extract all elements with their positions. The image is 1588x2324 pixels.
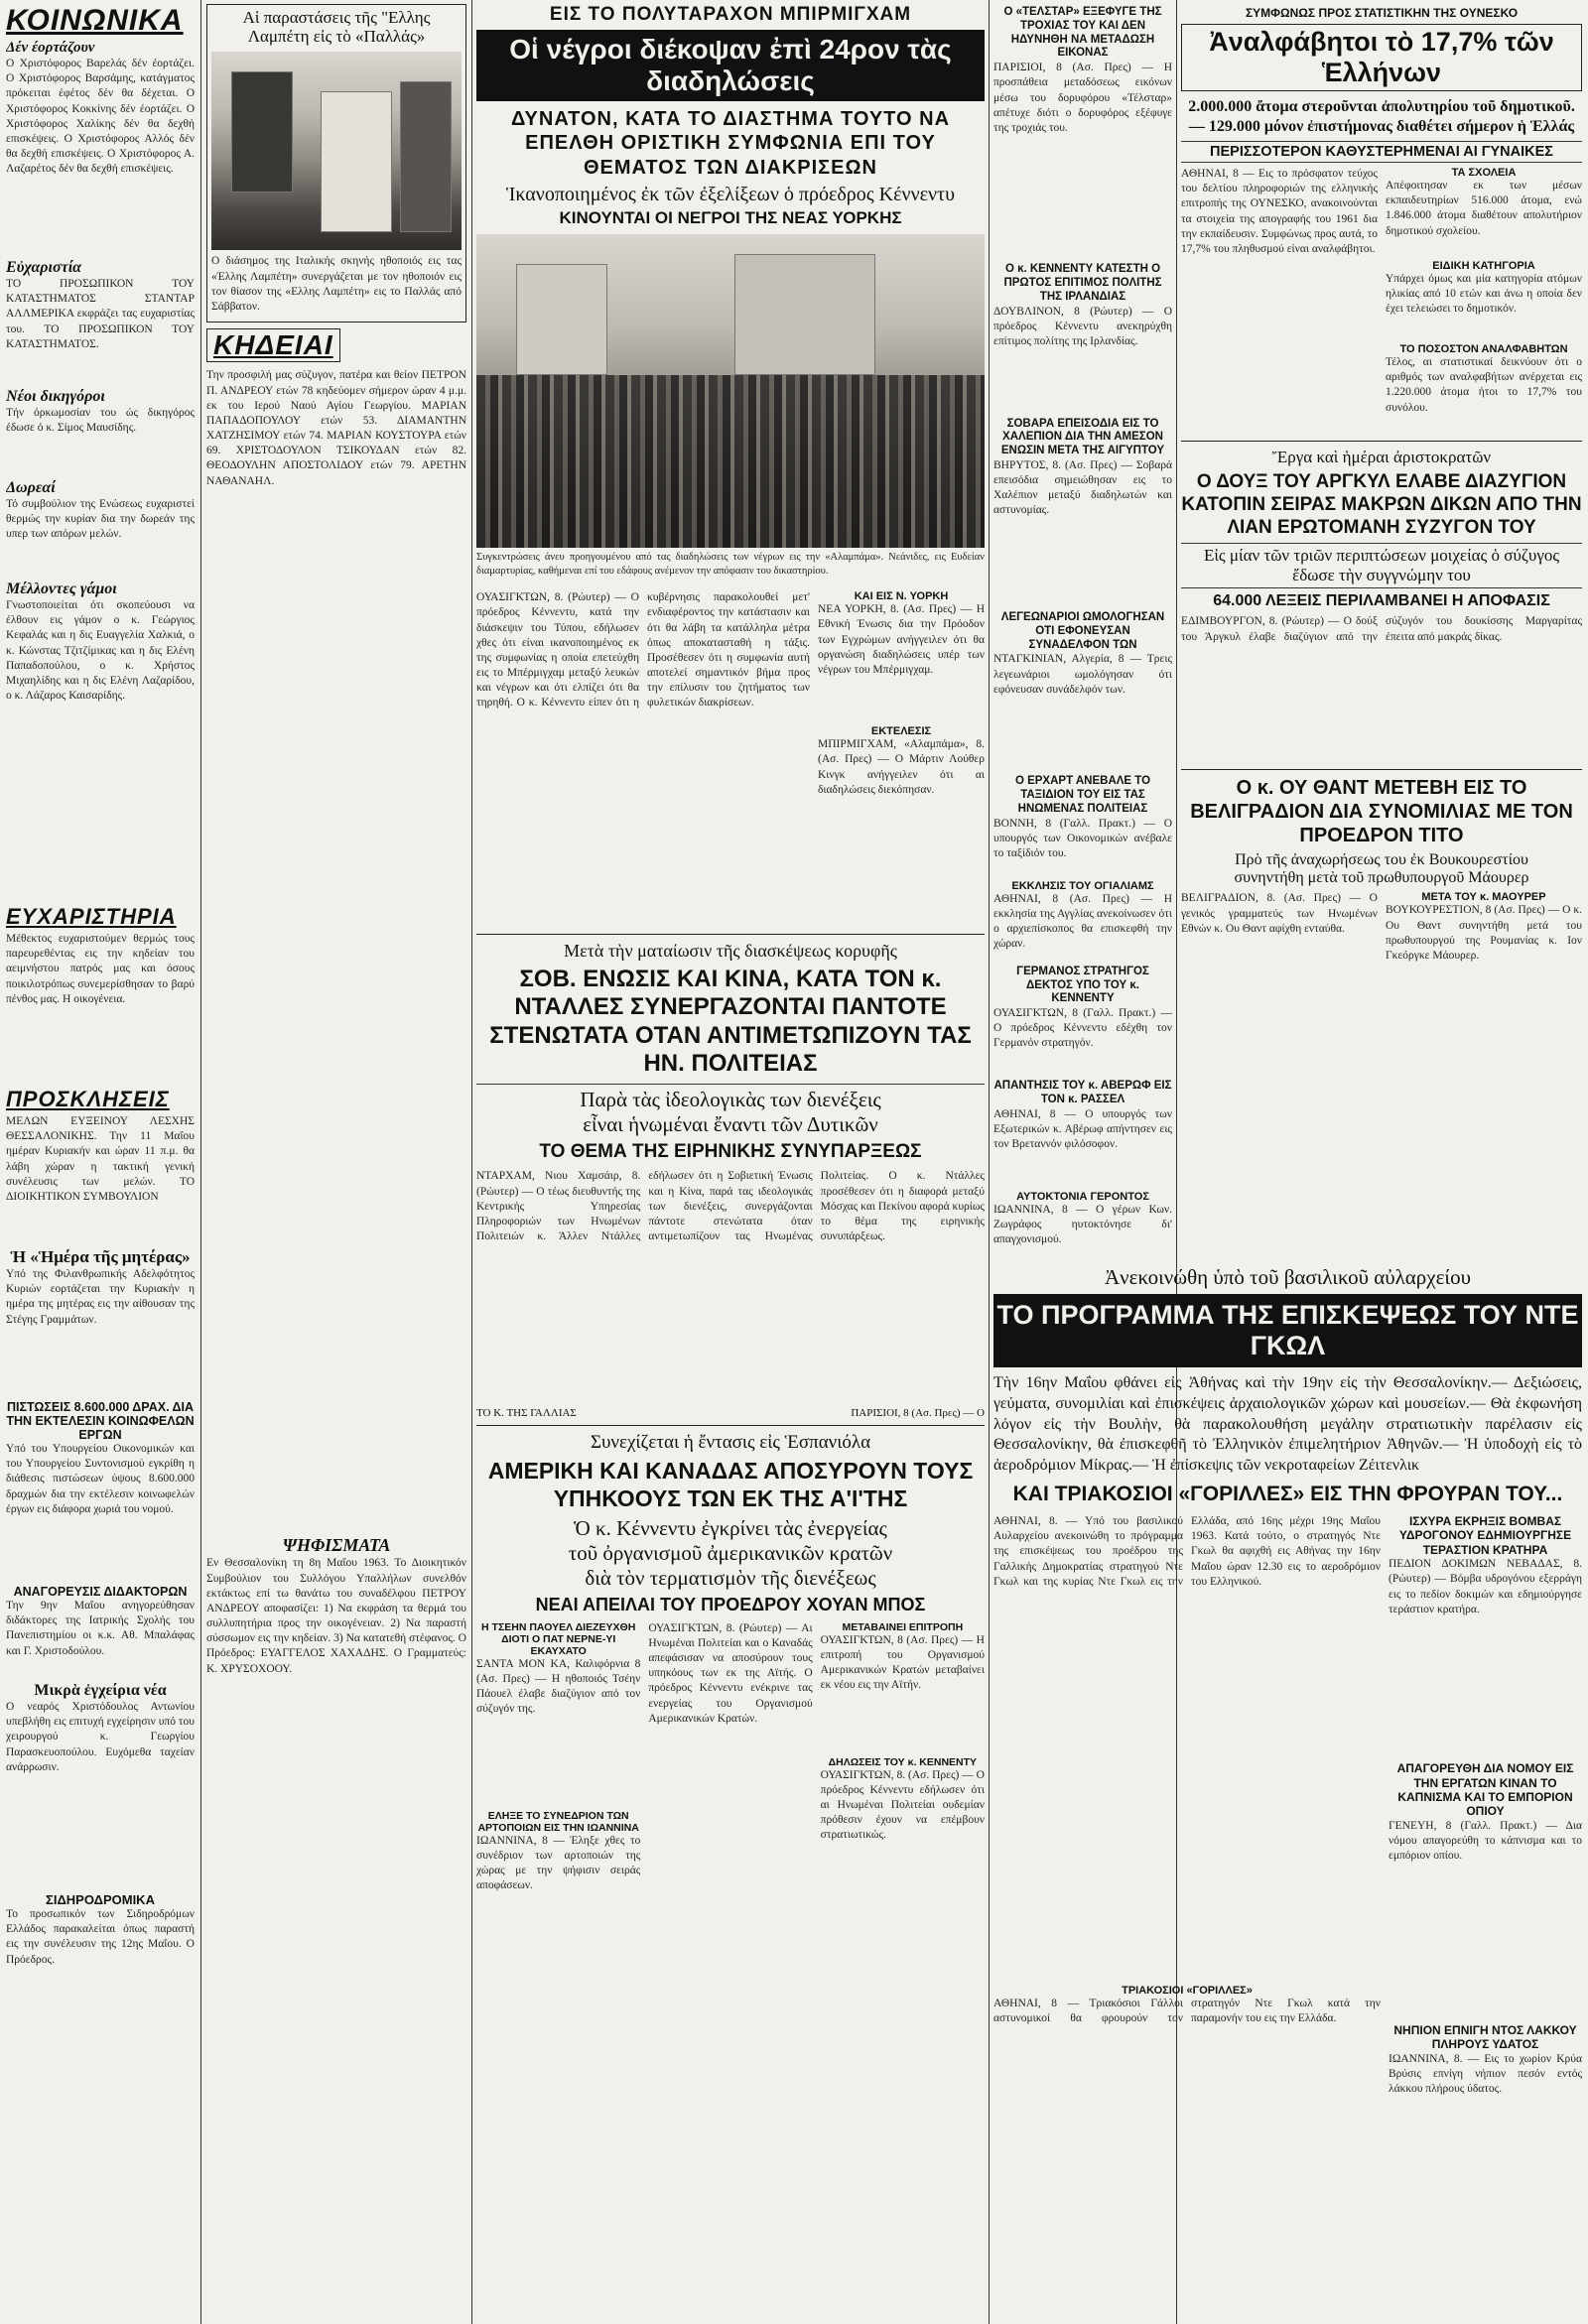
special-text: Υπάρχει όμως και μία κατηγορία ατόμων ηλικίας από 10 ετών και άνω η οποία δεν έχει τελειώσει το δημοτικόν. <box>1386 273 1582 316</box>
funerals-title: ΚΗΔΕΙΑΙ <box>206 328 340 362</box>
kennedy-statement-heading: ΔΗΛΩΣΕΙΣ ΤΟΥ κ. ΚΕΝΝΕΝΤΥ <box>828 1755 978 1768</box>
degaulle-main <box>993 1514 1381 2195</box>
suicide-text: ΙΩΑΝΝΙΝΑ, 8 — Ο γέρων Κων. Ζωγράφος ηυτοκτόνησε δι' απαγχονισμού. <box>993 1203 1172 1246</box>
column-theater-funerals <box>206 0 466 2324</box>
birmingham-side <box>818 590 985 928</box>
executions-heading: ΕΚΤΕΛΕΣΙΣ <box>870 725 932 738</box>
haiti-left <box>476 1621 640 1943</box>
unesco-body-columns <box>1181 167 1582 435</box>
tobacco-heading: ΑΠΑΓΟΡΕΥΘΗ ΔΙΑ ΝΟΜΟΥ ΕΙΣ ΤΗΝ ΕΡΓΑΤΩΝ ΚΙΝΑΝ ΤΟ ΚΑΠΝΙΣΜΑ ΚΑΙ ΤΟ ΕΜΠΟΡΙΟΝ ΟΠΙΟΥ <box>1396 1761 1574 1819</box>
unesco-women-heading: ΠΕΡΙΣΣΟΤΕΡΟΝ ΚΑΘΥΣΤΕΡΗΜΕΝΑΙ ΑΙ ΓΥΝΑΙΚΕΣ <box>1181 141 1582 163</box>
theater-photo <box>211 52 462 250</box>
degaulle-section <box>993 1265 1582 2324</box>
mediation-heading: ΜΕΤΑΒΑΙΝΕΙ ΕΠΙΤΡΟΠΗ <box>842 1620 964 1633</box>
powell-text: ΣΑΝΤΑ ΜΟΝ ΚΑ, Καλιφόρνια 8 (Ασ. Πρες) — Η ηθοποιός Τσέην Πάουελ έλαβε διαζύγιον από τον σύζυγόν της. <box>476 1657 641 1716</box>
section-thanks-title: ΕΥΧΑΡΙΣΤΗΡΙΑ <box>6 904 177 929</box>
kennedy-ireland-heading: Ο κ. ΚΕΝΝΕΝΤΥ ΚΑΤΕΣΤΗ Ο ΠΡΩΤΟΣ ΕΠΙΤΙΜΟΣ ΠΟΛΙΤΗΣ ΤΗΣ ΙΡΛΑΝΔΙΑΣ <box>1003 263 1162 303</box>
birmingham-photo <box>476 234 985 548</box>
section-invites-title: ΠΡΟΣΚΛΗΣΕΙΣ <box>6 1087 170 1111</box>
weddings-text: Γνωστοποιείται ότι σκοπεύουσι να έλθουν εις γάμον ο κ. Γεώργιος Κεφαλάς και η δις Ευαγγελία Χαλκιά, ο κ. Κώνστας Τζιτζίμικας και η δις Ελένη Παπαδοπούλου, ο κ. Χρήστος Μιχαηλίδης και η δις Ελένη Λαζαρίδου, ο κ. Λάζαρος Καισαρίδης. <box>6 599 195 703</box>
kennedy-statement-text: ΟΥΑΣΙΓΚΤΩΝ, 8. (Ασ. Πρες) — Ο πρόεδρος Κέννεντυ εδήλωσεν ότι αι Ηνωμέναι Πολιτείαι ουδεμίαν πρόθεσιν έχουν να επέμβουν στρατιωτικώς. <box>820 1768 985 1842</box>
column-unesco-argyll-thant <box>1181 0 1582 1260</box>
degaulle-body: ΑΘΗΝΑΙ, 8. — Υπό του βασιλικού Αυλαρχείου ανεκοινώθη το πρόγραμμα της επισκέψεως του προέδρου της Γαλλικής Δημοκρατίας στρατηγού Ντε Γκωλ και της κυρίας Ντε Γκωλ εις την Ελλάδα, από 16ης μέχρι 19ης Μαΐου 1963. Κατά τούτο, ο στρατηγός Ντε Γκωλ θα αφιχθή εις Αθήνας την 16ην Μαΐου ώραν 12.30 εις το αεροδρόμιον του Ελληνικού. <box>993 1514 1381 1588</box>
weddings-heading: Μέλλοντες γάμοι <box>6 581 117 597</box>
gorillas-text: ΑΘΗΝΑΙ, 8 — Τριακόσιοι Γάλλοι αστυνομικοί θα φρουρούν τον στρατηγόν Ντε Γκωλ κατά την παραμονήν του εις την Ελλάδα. <box>993 1997 1381 2025</box>
executions-text: ΜΠΙΡΜΙΓΧΑΜ, «Αλαμπάμα», 8. (Ασ. Πρες) — Ο Μάρτιν Λούθερ Κινγκ ανήγγειλεν ότι αι διαδηλώσεις διεκόπησαν. <box>818 738 985 796</box>
degaulle-side <box>1389 1514 1582 2195</box>
birmingham-photo-caption: Συγκεντρώσεις άνευ προηγουμένου από τας διαδηλώσεις των νέγρων εις την «Αλαμπάμα». Νεάνιδες, εις Ευδείαν διαμαρτυρίας, καθήμεναι επί του εδάφους ανέμενον την απόφασιν του δικαστηρίου. <box>476 552 985 578</box>
gorillas-heading: ΤΡΙΑΚΟΣΙΟΙ «ΓΟΡΙΛΛΕΣ» <box>1122 1984 1253 1997</box>
column-front-main <box>476 0 985 2324</box>
aristocrats-kicker: Ἔργα καὶ ἡμέραι ἀριστοκρατῶν <box>1271 448 1492 466</box>
erhard-heading: Ο ΕΡΧΑΡΤ ΑΝΕΒΑΛΕ ΤΟ ΤΑΞΙΔΙΟΝ ΤΟΥ ΕΙΣ ΤΑΣ ΗΝΩΜΕΝΑΣ ΠΟΛΙΤΕΙΑΣ <box>1014 775 1151 815</box>
theater-title: Αἱ παραστάσεις τῆς "Ελλης Λαμπέτη εἰς τὸ «Παλλάς» <box>242 8 431 46</box>
illiterate-text: Τέλος, αι στατιστικαί δεικνύουν ότι ο αριθμός των αναλφαβήτων ανέρχεται εις 1.220.000 άτομα ήτοι το 17,7% του συνόλου. <box>1386 356 1582 414</box>
argyll-headline: Ο ΔΟΥΞ ΤΟΥ ΑΡΓΚΥΛ ΕΛΑΒΕ ΔΙΑΖΥΓΙΟΝ ΚΑΤΟΠΙΝ ΣΕΙΡΑΣ ΜΑΚΡΩΝ ΔΙΚΩΝ ΑΠΟ ΤΗΝ ΛΙΑΝ ΕΡΩΤΟΜΑΝΗ ΣΥΖΥΓΟΝ ΤΟΥ <box>1181 471 1582 538</box>
column-rule <box>200 0 201 2324</box>
thant-deck2: συνηντήθη μετὰ τοῦ πρωθυπουργοῦ Μάουρερ <box>1234 869 1529 887</box>
thant-body-columns <box>1181 891 1582 1040</box>
unesco-subhead: 2.000.000 ἄτομα στεροῦνται ἀπολυτηρίου τοῦ δημοτικοῦ. — 129.000 μόνον ἐπιστήμονας διαθέτει σήμερον ἡ Ἑλλάς <box>1188 98 1575 135</box>
invites-text: ΜΕΛΩΝ ΕΥΞΕΙΝΟΥ ΛΕΣΧΗΣ ΘΕΣΣΑΛΟΝΙΚΗΣ. Την 11 Μαΐου ημέραν Κυριακήν και ώραν 11 π.μ. θα λάβη χώραν η τακτική γενική συνέλευσις των μελών. ΤΟ ΔΙΟΙΚΗΤΙΚΟΝ ΣΥΜΒΟΥΛΙΟΝ <box>6 1115 195 1203</box>
haiti-headline: ΑΜΕΡΙΚΗ ΚΑΙ ΚΑΝΑΔΑΣ ΑΠΟΣΥΡΟΥΝ ΤΟΥΣ ΥΠΗΚΟΟΥΣ ΤΩΝ ΕΚ ΤΗΣ Α'Ι'ΤΗΣ <box>487 1458 974 1511</box>
argyll-words: 64.000 ΛΕΞΕΙΣ ΠΕΡΙΛΑΜΒΑΝΕΙ Η ΑΠΟΦΑΣΙΣ <box>1213 592 1550 610</box>
resolutions-text: Εν Θεσσαλονίκη τη 8η Μαΐου 1963. Το Διοικητικόν Συμβούλιον του Συλλόγου Υπαλλήλων συνελθόν εκτάκτως επί τω θανάτω του συναδέλφου ΠΕΤΡΟΥ ΑΝΔΡΕΟΥ αποφασίζει: 1) Να εκφράση τα θερμά του συλλυπητήρια προς την οικογένειαν. 2) Να παραστή σύσσωμον εις την κηδείαν. 3) Να κατατεθή στέφανος. Ο Πρόεδρος: ΕΥΑΓΓΕΛΟΣ ΧΑΧΑΔΗΣ. Ο Γραμματεύς: Κ. ΧΡΥΣΟΧΟΟΥ. <box>206 1557 466 1675</box>
church-text: ΑΘΗΝΑΙ, 8 (Ασ. Πρες) — Η εκκλησία της Αγγλίας ανεκοίνωσεν ότι ο αρχιεπίσκοπος θα επισκεφθή την χώραν. <box>993 892 1172 951</box>
averof-text: ΑΘΗΝΑΙ, 8 — Ο υπουργός των Εξωτερικών κ. Αβέρωφ απήντησεν εις τον Βρεταννόν φιλόσοφον. <box>993 1107 1172 1151</box>
haiti-deck3: διὰ τὸν τερματισμὸν τῆς διενέξεως <box>585 1565 876 1590</box>
hbomb-heading: ΙΣΧΥΡΑ ΕΚΡΗΞΙΣ ΒΟΜΒΑΣ ΥΔΡΟΓΟΝΟΥ ΕΔΗΜΙΟΥΡΓΗΣΕ ΤΕΡΑΣΤΙΟΝ ΚΡΑΤΗΡΑ <box>1398 1513 1572 1557</box>
aleppo-text: ΒΗΡΥΤΟΣ, 8. (Ασ. Πρες) — Σοβαρά επεισόδια σημειώθησαν εις το Χαλέπιον μεταξύ διαδηλωτών και αστυνομίας. <box>993 458 1172 517</box>
haiti-right <box>821 1621 985 1943</box>
not-celebrating-heading: Δέν έορτάζουν <box>6 40 95 56</box>
railway-text: Το προσωπικόν των Σιδηροδρόμων Ελλάδος παρακαλείται όπως παραστή εις την συνέλευσιν της 12ης Μαΐου. Ο Πρόεδρος. <box>6 1908 195 1966</box>
kennedy-ireland-text: ΔΟΥΒΛΙΝΟΝ, 8 (Ρώυτερ) — Ο πρόεδρος Κέννεντυ ανεκηρύχθη επίτιμος πολίτης της Ιρλανδίας. <box>993 305 1172 347</box>
column-rule <box>471 0 472 2324</box>
elections-text: Την 9ην Μαΐου ανηγορεύθησαν διδάκτορες της Ιατρικής Σχολής του Πανεπιστημίου οι κ.κ. Αθ. Μπαλάφας και Γ. Χριστοδούλου. <box>6 1600 195 1657</box>
haiti-deck1: Ὁ κ. Κέννεντυ ἐγκρίνει τὰς ἐνεργείας <box>574 1515 887 1540</box>
birmingham-headline: Οἱ νέγροι διέκοψαν ἐπὶ 24ρον τὰς διαδηλώσεις <box>476 30 985 101</box>
mothers-day-heading: Ἡ «Ἡμέρα τῆς μητέρας» <box>10 1247 191 1266</box>
unesco-headline: Ἀναλφάβητοι τὸ 17,7% τῶν Ἑλλήνων <box>1181 24 1582 91</box>
averof-heading: ΑΠΑΝΤΗΣΙΣ ΤΟΥ κ. ΑΒΕΡΩΦ ΕΙΣ ΤΟΝ κ. ΡΑΣΣΕΛ <box>993 1080 1172 1105</box>
tobacco-text: ΓΕΝΕΥΗ, 8 (Γαλλ. Πρακτ.) — Δια νόμου απαγορεύθη το κάπνισμα και το εμπόριον οπίου. <box>1389 1819 1582 1863</box>
summit-footer <box>476 1407 985 1419</box>
legion-text: ΝΤΑΓΚΙΝΙΑΝ, Αλγερία, 8 — Τρεις λεγεωνάριοι ωμολόγησαν ότι εφόνευσαν συνάδελφόν των. <box>993 653 1172 696</box>
unesco-kicker: ΣΥΜΦΩΝΩΣ ΠΡΟΣ ΣΤΑΤΙΣΤΙΚΗΝ ΤΗΣ ΟΥΝΕΣΚΟ <box>1245 6 1519 20</box>
column-rule <box>989 0 990 2324</box>
degaulle-body-columns <box>993 1514 1582 2195</box>
credits-text: Υπό του Υπουργείου Οικονομικών και του Υπουργείου Συντονισμού εγκρίθη η διάθεσις πιστώσεων ύψους 8.600.000 δραχμών δια την εκτέλεσιν κοινωφελών έργων εις διάφορα χωριά του νομού. <box>6 1443 195 1515</box>
degaulle-kicker: Ἀνεκοινώθη ὑπὸ τοῦ βασιλικοῦ αὐλαρχείου <box>1105 1265 1471 1289</box>
summit-deck3: ΤΟ ΘΕΜΑ ΤΗΣ ΕΙΡΗΝΙΚΗΣ ΣΥΝΥΠΑΡΞΕΩΣ <box>539 1141 922 1163</box>
degaulle-gorillas: ΚΑΙ ΤΡΙΑΚΟΣΙΟΙ «ΓΟΡΙΛΛΕΣ» ΕΙΣ ΤΗΝ ΦΡΟΥΡΑΝ ΤΟΥ... <box>1012 1482 1563 1505</box>
thanks-text: ΤΟ ΠΡΟΣΩΠΙΚΟΝ ΤΟΥ ΚΑΤΑΣΤΗΜΑΤΟΣ ΣΤΑΝΤΑΡ ΑΛΛΜΕΡΙΚΑ εκφράζει τας ευχαριστίας του. ΤΟ ΠΡΟΣΩΠΙΚΟΝ ΤΟΥ ΚΑΤΑΣΤΗΜΑΤΟΣ. <box>6 278 195 350</box>
not-celebrating-text: Ο Χριστόφορος Βαρελάς δέν έορτάζει. Ο Χριστόφορος Βαρσάμης, κατάγματος πρόκειται έφέτος δέν θα δέχεται. Ο Χριστόφορος Κοκκίνης δέν έορτάζει. Ο Χριστόφορος Χαλίκης δέν θα δεχθή επισκέψεις. Ο Χριστόφορος Αλλός δέν θα δεχθή επισκέψεις. Ο Χριστόφορος Α. Λαζαρέτος δέν θα δεχθή επισκέψεις. <box>6 58 195 176</box>
unesco-side <box>1386 167 1582 435</box>
degaulle-headline: ΤΟ ΠΡΟΓΡΑΜΜΑ ΤΗΣ ΕΠΙΣΚΕΨΕΩΣ ΤΟΥ ΝΤΕ ΓΚΩΛ <box>993 1294 1582 1367</box>
mothers-day-text: Υπό της Φιλανθρωπικής Αδελφότητος Κυριών εορτάζεται την Κυριακήν η ημέρα της μητέρας εις την αίθουσαν της Στέγης Γραμμάτων. <box>6 1268 195 1326</box>
degaulle-deck: Τὴν 16ην Μαΐου φθάνει εἰς Ἀθήνας καὶ τὴν 19ην εἰς τὴν Θεσσαλονίκην.— Δεξιώσεις, γεύματα, συνομιλίαι καὶ ἐπισκέψεις ἀρχαιολογικῶν χώρων καὶ μουσείων.— Θὰ ἐκφωνήση λόγον εἰς τὴν Βουλὴν, θὰ παρακολουθήση μεγάλην στρατιωτικὴν παρέλασιν εἰς Θεσσαλονίκην, θὰ ἐπισκεφθῆ τὸ Ἐλληνικὸν ἐπιμελητήριον Ἀθηνῶν.— Ἡ ὑποδοχὴ εἰς τὸ ἀεροδρόμιον Μίκρας.— Ἡ ἐπίσκεψις τῶν νεκροταφείων Ζέιτενλικ <box>993 1374 1582 1475</box>
haiti-threats: ΝΕΑΙ ΑΠΕΙΛΑΙ ΤΟΥ ΠΡΟΕΔΡΟΥ ΧΟΥΑΝ ΜΠΟΣ <box>535 1594 926 1614</box>
haiti-body-columns <box>476 1621 985 1943</box>
column-world-briefs <box>993 0 1172 1260</box>
thanks-heading: Εὐχαριστία <box>6 259 82 276</box>
general-text: ΟΥΑΣΙΓΚΤΩΝ, 8 (Γαλλ. Πρακτ.) — Ο πρόεδρος Κέννεντυ εδέχθη τον Γερμανόν στρατηγόν. <box>993 1007 1172 1050</box>
summit-body: ΝΤΑΡΧΑΜ, Νιου Χαμσάιρ, 8. (Ρώυτερ) — Ο τέως διευθυντής της Κεντρικής Υπηρεσίας Πληροφοριών των Ηνωμένων Πολιτειών κ. Άλλεν Ντάλλες εδήλωσεν ότι η Σοβιετική Ένωσις και η Κίνα, παρά τας ιδεολογικάς των διενέξεις, συνεργάζονται πάντοτε στενώτατα όταν αντιμετωπίζουν τας Ηνωμένας Πολιτείας. Ο κ. Ντάλλες προσέθεσεν ότι η διαφορά μεταξύ Μόσχας και Πεκίνου αφορά κυρίως το θέμα της ειρηνικής συνυπάρξεως. <box>476 1170 985 1243</box>
donations-heading: Δωρεαί <box>6 479 56 496</box>
telstar-text: ΠΑΡΙΣΙΟΙ, 8 (Ασ. Πρες) — Η προσπάθεια μεταδόσεως εικόνων μέσω του δορυφόρου «Τέλσταρ» απέτυχε διότι ο δορυφόρος εξέφυγε της τροχιάς του. <box>993 62 1172 134</box>
illiterate-heading: ΤΟ ΠΟΣΟΣΤΟΝ ΑΝΑΛΦΑΒΗΤΩΝ <box>1399 343 1568 355</box>
thant-headline: Ο κ. ΟΥ ΘΑΝΤ ΜΕΤΕΒΗ ΕΙΣ ΤΟ ΒΕΛΙΓΡΑΔΙΟΝ ΔΙΑ ΣΥΝΟΜΙΛΙΑΣ ΜΕ ΤΟΝ ΠΡΟΕΔΡΟΝ ΤΙΤΟ <box>1190 777 1573 847</box>
new-lawyers-heading: Νέοι δικηγόροι <box>6 388 105 405</box>
maurer-text: ΒΟΥΚΟΥΡΕΣΤΙΟΝ, 8 (Ασ. Πρες) — Ο κ. Ου Θαντ συνηντήθη μετά του πρωθυπουργού της Ρουμανίας κ. Ιον Γκεόργκε Μάουρερ. <box>1386 904 1582 962</box>
new-york-heading: ΚΑΙ ΕΙΣ Ν. ΥΟΡΚΗ <box>854 590 949 603</box>
legion-heading: ΛΕΓΕΩΝΑΡΙΟΙ ΩΜΟΛΟΓΗΣΑΝ ΟΤΙ ΕΦΟΝΕΥΣΑΝ ΣΥΝΑΔΕΛΦΟΝ ΤΩΝ <box>1000 610 1165 651</box>
donations-text: Τό συμβούλιον της Ενώσεως ευχαριστεί θερμώς την κυρίαν δια την δωρεάν της υπερ των απόρων μελών. <box>6 498 195 541</box>
surgery-text: Ο νεαρός Χριστόδουλος Αντωνίου υπεβλήθη εις επιτυχή εγχείρησιν υπό του χειρουργού κ. Γεωργίου Παρασκευοπούλου. Ευχόμεθα ταχείαν ανάρρωσιν. <box>6 1701 195 1773</box>
new-york-text: ΝΕΑ ΥΟΡΚΗ, 8. (Ασ. Πρες) — Η Εθνική Ένωσις δια την Πρόοδον των Εγχρώμων ανήγγειλεν ότι θα οργανώση διαδηλώσεις υπέρ των νέγρων του Μπέρμιγχαμ. <box>818 603 985 676</box>
theater-caption: Ο διάσημος της Ιταλικής σκηνής ηθοποιός εις τας «Έλλης Λαμπέτη» συνεργάζεται με τον ηθοποιόν εις τον θίασον της «Ελλης Λαμπέτη» εις το Παλλάς από Σάββατον. <box>211 255 462 313</box>
section-thanks-text: Μέθεκτος ευχαριστούμεν θερμώς τους παρευρεθέντας εις την κηδείαν του αειμνήστου πατρός μας και όσους ποικιλοτρόπως συνεμερίσθησαν το βαρύ πένθος μας. Η οικογένεια. <box>6 933 195 1005</box>
hbomb-text: ΠΕΔΙΟΝ ΔΟΚΙΜΩΝ ΝΕΒΑΔΑΣ, 8. (Ρώυτερ) — Βόμβα υδρογόνου εξερράγη εις το πεδίον δοκιμών και εδημιούργησε τεράστιον κρατήρα. <box>1389 1558 1582 1615</box>
summit-foot-right: ΠΑΡΙΣΙΟΙ, 8 (Ασ. Πρες) — Ο <box>851 1407 985 1420</box>
telstar-heading: Ο «ΤΕΛΣΤΑΡ» ΕΞΕΦΥΓΕ ΤΗΣ ΤΡΟΧΙΑΣ ΤΟΥ ΚΑΙ ΔΕΝ ΗΔΥΝΗΘΗ ΝΑ ΜΕΤΑΔΩΣΗ ΕΙΚΟΝΑΣ <box>1003 6 1162 60</box>
suicide-heading: ΑΥΤΟΚΤΟΝΙΑ ΓΕΡΟΝΤΟΣ <box>1016 1190 1149 1203</box>
mediation-text: ΟΥΑΣΙΓΚΤΩΝ, 8 (Ασ. Πρες) — Η επιτροπή του Οργανισμού Αμερικανικών Κρατών μεταβαίνει εκ νέου εις την Αϊτήν. <box>820 1633 985 1692</box>
aleppo-heading: ΣΟΒΑΡΑ ΕΠΕΙΣΟΔΙΑ ΕΙΣ ΤΟ ΧΑΛΕΠΙΟΝ ΔΙΑ ΤΗΝ ΑΜΕΣΟΝ ΕΝΩΣΙΝ ΜΕΤΑ ΤΗΣ ΑΙΓΥΠΤΟΥ <box>1000 417 1165 457</box>
infant-text: ΙΩΑΝΝΙΝΑ, 8. — Εις το χωρίον Κρύα Βρύσις επνίγη νήπιον πεσόν εντός λάκκου πλήρους ύδατος. <box>1389 2052 1582 2095</box>
infant-heading: ΝΗΠΙΟΝ ΕΠΝΙΓΗ ΝΤΟΣ ΛΑΚΚΟΥ ΠΛΗΡΟΥΣ ΥΔΑΤΟΣ <box>1393 2022 1577 2052</box>
summit-kicker: Μετὰ τὴν ματαίωσιν τῆς διασκέψεως κορυφῆς <box>564 941 897 962</box>
argyll-text: ΕΔΙΜΒΟΥΡΓΟΝ, 8. (Ρώυτερ) — Ο δούξ του Άργκυλ έλαβε διαζύγιον από την σύζυγόν του δουκίσσης Μαργαρίτας έπειτα από μακράς δίκας. <box>1181 615 1582 643</box>
new-lawyers-text: Τήν όρκωμοσίαν του ώς δικηγόρος έδωσε ό κ. Σίμος Μαυσίδης. <box>6 407 195 435</box>
birmingham-body: ΟΥΑΣΙΓΚΤΩΝ, 8. (Ρώυτερ) — Ο πρόεδρος Κέννεντυ, κατά την διάσκεψιν του Τύπου, εδήλωσεν χθες ότι είναι ικανοποιημένος εκ της συμφωνίας η οποία επετεύχθη εις το Μπέρμιγχαμ μεταξύ λευκών και νέγρων και ότι ελπίζει ότι θα τηρηθή. Ο κ. Κέννεντυ είπεν ότι η κυβέρνησις παρακολουθεί μετ' ενδιαφέροντος την κατάστασιν και ότι θα λάβη τα κατάλληλα μέτρα όπως αποκατασταθή η τάξις. Προσέθεσεν ότι η συμφωνία αυτή αποτελεί σημαντικόν βήμα προς την επίλυσιν του ζητήματος των φυλετικών διακρίσεων. <box>476 591 810 710</box>
bakers-heading: ΕΛΗΞΕ ΤΟ ΣΥΝΕΔΡΙΟΝ ΤΩΝ ΑΡΤΟΠΟΙΩΝ ΕΙΣ ΤΗΝ ΙΩΑΝΝΙΝΑ <box>477 1809 639 1834</box>
resolutions-title: ΨΗΦΙΣΜΑΤΑ <box>282 1535 391 1556</box>
birmingham-body-columns <box>476 590 985 928</box>
summit-foot-left: ΤΟ Κ. ΤΗΣ ΓΑΛΛΙΑΣ <box>476 1407 577 1420</box>
bakers-text: ΙΩΑΝΝΙΝΑ, 8 — Έληξε χθες το συνέδριον των αρτοποιών της χώρας με την ψήφισιν σειράς αποφάσεων. <box>476 1834 641 1892</box>
surgery-heading: Μικρὰ ἐγχείρια νέα <box>34 1682 167 1699</box>
birmingham-kicker: ΕΙΣ ΤΟ ΠΟΛΥΤΑΡΑΧΟΝ ΜΠΙΡΜΙΓΧΑΜ <box>549 4 912 25</box>
credits-heading: ΠΙΣΤΩΣΕΙΣ 8.600.000 ΔΡΑΧ. ΔΙΑ ΤΗΝ ΕΚΤΕΛΕΣΙΝ ΚΟΙΝΩΦΕΛΩΝ ΕΡΓΩΝ <box>6 1400 195 1442</box>
elections-heading: ΑΝΑΓΟΡΕΥΣΙΣ ΔΙΔΑΚΤΟΡΩΝ <box>13 1585 188 1599</box>
erhard-text: ΒΟΝΝΗ, 8 (Γαλλ. Πρακτ.) — Ο υπουργός των Οικονομικών ανέβαλε το ταξίδιόν του. <box>993 817 1172 860</box>
funerals-text: Την προσφιλή μας σύζυγον, πατέρα και θείον ΠΕΤΡΟΝ Π. ΑΝΔΡΕΟΥ ετών 78 κηδεύομεν σήμερον ώραν 4 μ.μ. εκ του Ιερού Ναού Αγίου Γεωργίου. ΜΑΡΙΑΝ ΠΑΠΑΔΟΠΟΥΛΟΥ ετών 53. ΔΙΑΜΑΝΤΗΝ ΧΑΤΖΗΣΙΜΟΥ ετών 74. ΜΑΡΙΑΝ ΚΟΥΣΤΟΥΡΑ ετών 69. ΧΡΙΣΤΟΔΟΥΛΟΝ ΤΣΙΚΟΥΔΑΝ ετών 82. ΘΕΟΔΟΥΛΗΝ ΑΠΟΣΤΟΛΙΔΟΥ ετών 79. ΑΡΕΤΗΝ ΝΑΘΑΝΑΗΛ. <box>206 369 466 487</box>
special-heading: ΕΙΔΙΚΗ ΚΑΤΗΓΟΡΙΑ <box>1432 260 1535 272</box>
unesco-stats-text: ΑΘΗΝΑΙ, 8 — Εις το πρόσφατον τεύχος του δελτίου πληροφοριών της ελληνικής επιτροπής της ΟΥΝΕΣΚΟ, ανακοινούνται τα στοιχεία της απογραφής του 1961 δια την εκπαίδευσιν. Συμφώνως προς αυτά, το 17,7% του πληθυσμού είναι αναλφάβητοι. <box>1181 168 1378 255</box>
schools-text: Απέφοιτησαν εκ των μέσων εκπαιδευτηρίων 516.000 άτομα, ενώ 1.846.000 άτομα διαθέτουν απολυτήριον δημοτικού σχολείου. <box>1386 180 1582 237</box>
column-social <box>6 0 195 2324</box>
summit-deck2: εἶναι ἡνωμέναι ἔναντι τῶν Δυτικῶν <box>583 1112 878 1137</box>
powell-heading: Η ΤΣΕΗΝ ΠΑΟΥΕΛ ΔΙΕΖΕΥΧΘΗ ΔΙΟΤΙ Ο ΠΑΤ ΝΕΡΝΕ-ΥΙ ΕΚΑΥΧΑΤΟ <box>481 1620 636 1657</box>
haiti-deck2: τοῦ ὀργανισμοῦ ἀμερικανικῶν κρατῶν <box>568 1540 893 1565</box>
birmingham-deck2: ΚΙΝΟΥΝΤΑΙ ΟΙ ΝΕΓΡΟΙ ΤΗΣ ΝΕΑΣ ΥΟΡΚΗΣ <box>559 208 902 228</box>
birmingham-subhead: ΔΥΝΑΤΟΝ, ΚΑΤΑ ΤΟ ΔΙΑΣΤΗΜΑ ΤΟΥΤΟ ΝΑ ΕΠΕΛΘΗ ΟΡΙΣΤΙΚΗ ΣΥΜΦΩΝΙΑ ΕΠΙ ΤΟΥ ΘΕΜΑΤΟΣ ΤΩΝ ΔΙΑΚΡΙΣΕΩΝ <box>510 108 951 179</box>
thant-side <box>1386 891 1582 1040</box>
argyll-deck: Εἰς μίαν τῶν τριῶν περιπτώσεων μοιχείας ὁ σύζυγος ἔδωσε τὴν συγγνώμην του <box>1181 543 1582 588</box>
general-heading: ΓΕΡΜΑΝΟΣ ΣΤΡΑΤΗΓΟΣ ΔΕΚΤΟΣ ΥΠΟ ΤΟΥ κ. ΚΕΝΝΕΝΤΥ <box>1016 965 1149 1005</box>
maurer-heading: ΜΕΤΑ ΤΟΥ κ. ΜΑΟΥΡΕΡ <box>1421 891 1546 904</box>
schools-heading: ΤΑ ΣΧΟΛΕΙΑ <box>1451 167 1517 179</box>
railway-heading: ΣΙΔΗΡΟΔΡΟΜΙΚΑ <box>46 1892 155 1907</box>
thant-text: ΒΕΛΙΓΡΑΔΙΟΝ, 8. (Ασ. Πρες) — Ο γενικός γραμματεύς των Ηνωμένων Εθνών κ. Ου Θαντ αφίχθη ενταύθα. <box>1181 892 1378 935</box>
theater-box <box>206 4 466 323</box>
haiti-body: ΟΥΑΣΙΓΚΤΩΝ, 8. (Ρώυτερ) — Αι Ηνωμέναι Πολιτείαι και ο Καναδάς απεφάσισαν να αποσύρουν τους υπηκόους των εκ της Αϊτής. Ο πρόεδρος Κέννεντυ ενέκρινε τας ενεργείας του Οργανισμού Αμερικανικών Κρατών. <box>648 1621 813 1725</box>
summit-deck1: Παρὰ τὰς ἰδεολογικὰς των διενέξεις <box>476 1084 985 1112</box>
haiti-kicker: Συνεχίζεται ἡ ἔντασις εἰς Ἑσπανιόλα <box>590 1432 871 1454</box>
thant-deck1: Πρὸ τῆς ἀναχωρήσεως του ἐκ Βουκουρεστίου <box>1235 851 1528 869</box>
summit-headline: ΣΟΒ. ΕΝΩΣΙΣ ΚΑΙ ΚΙΝΑ, ΚΑΤΑ ΤΟΝ κ. ΝΤΑΛΛΕΣ ΣΥΝΕΡΓΑΖΟΝΤΑΙ ΠΑΝΤΟΤΕ ΣΤΕΝΩΤΑΤΑ ΟΤΑΝ ΑΝΤΙΜΕΤΩΠΙΖΟΥΝ ΤΑΣ ΗΝ. ΠΟΛΙΤΕΙΑΣ <box>489 966 972 1078</box>
church-heading: ΕΚΚΛΗΣΙΣ ΤΟΥ ΟΓΙΑΛΙΑΜΣ <box>1011 879 1154 892</box>
section-social-title: ΚΟΙΝΩΝΙΚΑ <box>6 4 184 37</box>
birmingham-deck: Ἱκανοποιημένος ἐκ τῶν ἐξελίξεων ὁ πρόεδρος Κέννεντυ <box>506 184 955 206</box>
